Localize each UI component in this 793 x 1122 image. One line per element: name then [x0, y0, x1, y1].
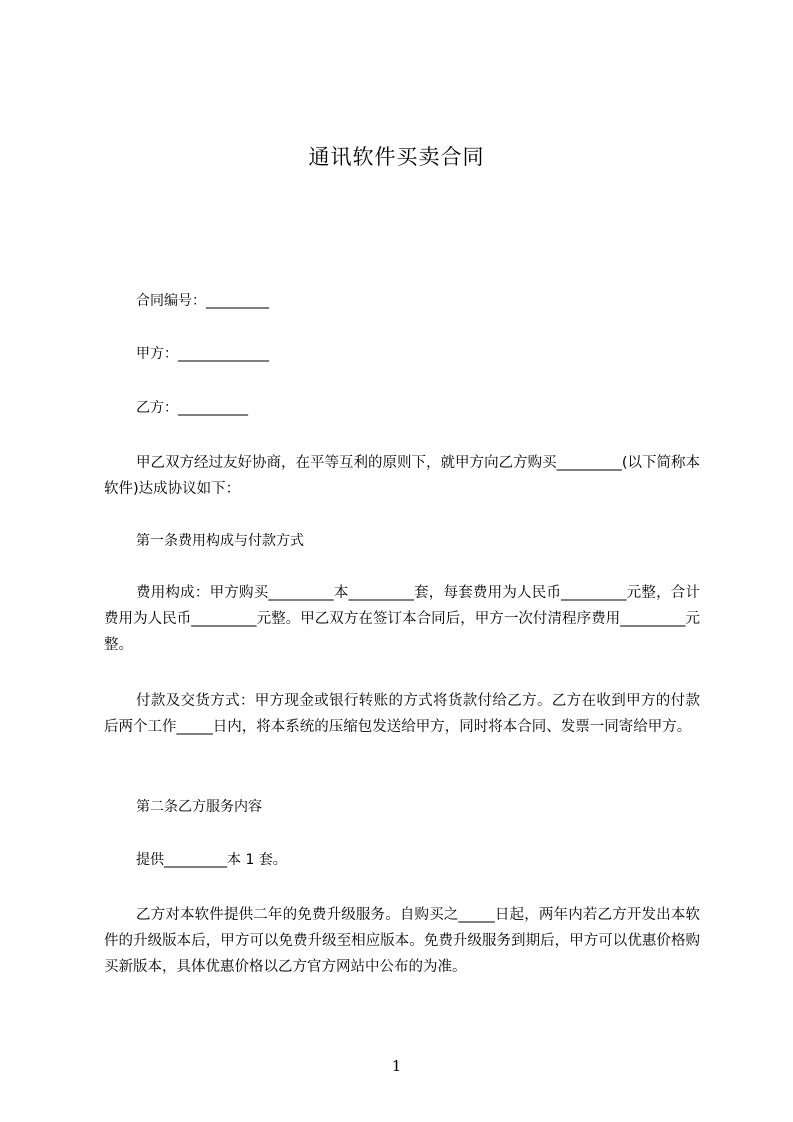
- page-number: 1: [391, 1057, 402, 1075]
- article-1-heading: 第一条费用构成与付款方式: [136, 533, 304, 549]
- article-1-payment-paragraph: 付款及交货方式：甲方现金或银行转账的方式将货款付给乙方。乙方在收到甲方的付款后两个工作_____日内，将本系统的压缩包发送给甲方，同时将本合同、发票一同寄给甲方。: [104, 693, 700, 735]
- document-title: 通讯软件买卖合同: [308, 145, 485, 169]
- party-a-field: 甲方：_____________: [136, 346, 269, 362]
- intro-paragraph: 甲乙双方经过友好协商，在平等互利的原则下，就甲方向乙方购买_________(以下简称本软件)达成协议如下：: [104, 455, 700, 497]
- article-2-upgrade-paragraph: 乙方对本软件提供二年的免费升级服务。自购买之_____日起，两年内若乙方开发出本软件的升级版本后，甲方可以免费升级至相应版本。免费升级服务到期后，甲方可以优惠价格购买新版本，具体优惠价格以乙方官方网站中公布的为准。: [104, 907, 700, 975]
- article-2-heading: 第二条乙方服务内容: [136, 799, 262, 815]
- contract-number-field: 合同编号：_________: [136, 293, 269, 309]
- party-b-field: 乙方：__________: [136, 400, 248, 416]
- article-2-provide-line: 提供_________本 1 套。: [136, 852, 287, 868]
- article-1-cost-paragraph: 费用构成：甲方购买_________本_________套，每套费用为人民币_________元整，合计费用为人民币_________元整。甲乙双方在签订本合同后，甲方一次付清程序费用_________元整。: [104, 585, 700, 653]
